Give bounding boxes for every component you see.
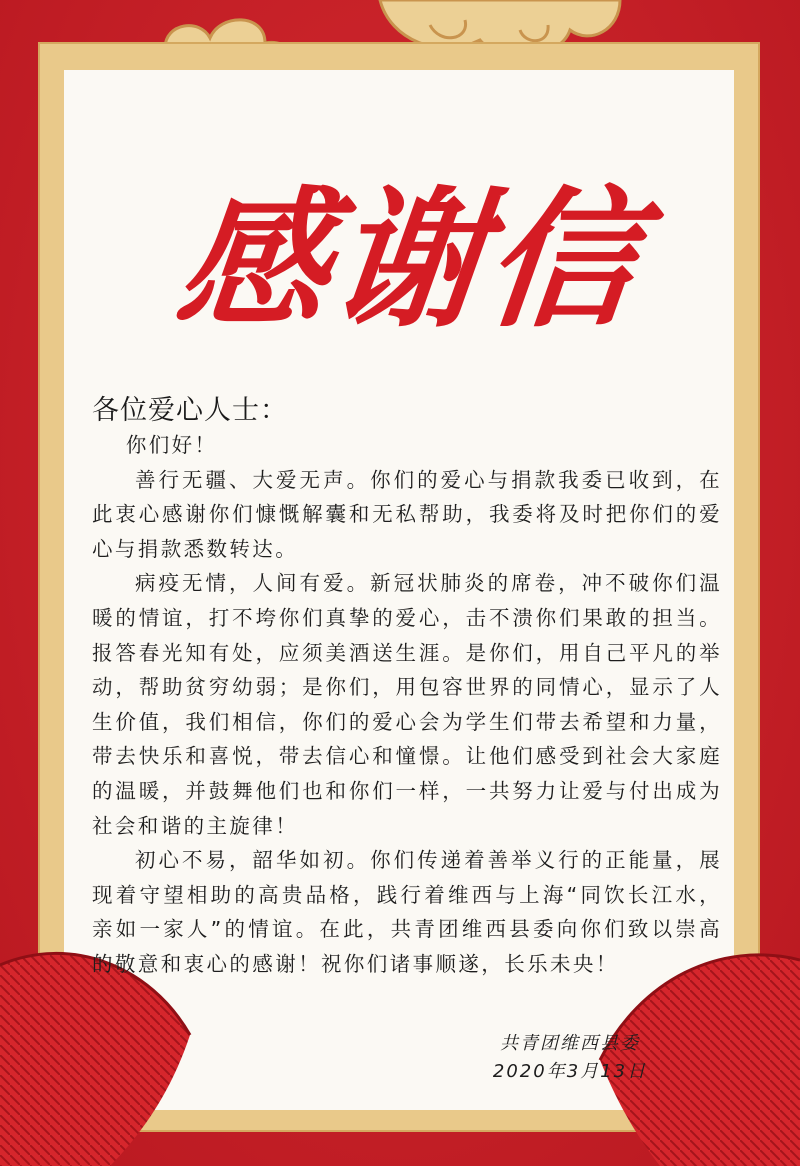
signature-org: 共青团维西县委	[500, 1033, 640, 1054]
body-paragraph: 善行无疆、大爱无声。你们的爱心与捐款我委已收到，在此衷心感谢你们慷慨解囊和无私帮助，我委将及时把你们的爱心与捐款悉数转达。	[92, 467, 722, 561]
greeting: 你们好！	[125, 433, 218, 457]
salutation: 各位爱心人士：	[92, 395, 288, 426]
signature-block	[470, 1030, 670, 1086]
letter-body	[92, 428, 722, 982]
signature-date: 2020年3月13日	[492, 1061, 648, 1082]
body-paragraph: 病疫无情，人间有爱。新冠状肺炎的席卷，冲不破你们温暖的情谊，打不垮你们真挚的爱心，击不溃你们果敢的担当。报答春光知有处，应须美酒送生涯。是你们，用自己平凡的举动，帮助贫穷幼弱；是你们，用包容世界的同情心，显示了人生价值，我们相信，你们的爱心会为学生们带去希望和力量，带去快乐和喜悦，带去信心和憧憬。让他们感受到社会大家庭的温暖，并鼓舞他们也和你们一样，一共努力让爱与付出成为社会和谐的主旋律！	[92, 571, 722, 838]
letter-title: 感谢信	[169, 172, 651, 348]
body-paragraph: 初心不易，韶华如初。你们传递着善举义行的正能量，展现着守望相助的高贵品格，践行着维西与上海“同饮长江水，亲如一家人”的情谊。在此，共青团维西县委向你们致以崇高的敬意和衷心的感谢！祝你们诸事顺遂，长乐未央！	[92, 848, 722, 976]
